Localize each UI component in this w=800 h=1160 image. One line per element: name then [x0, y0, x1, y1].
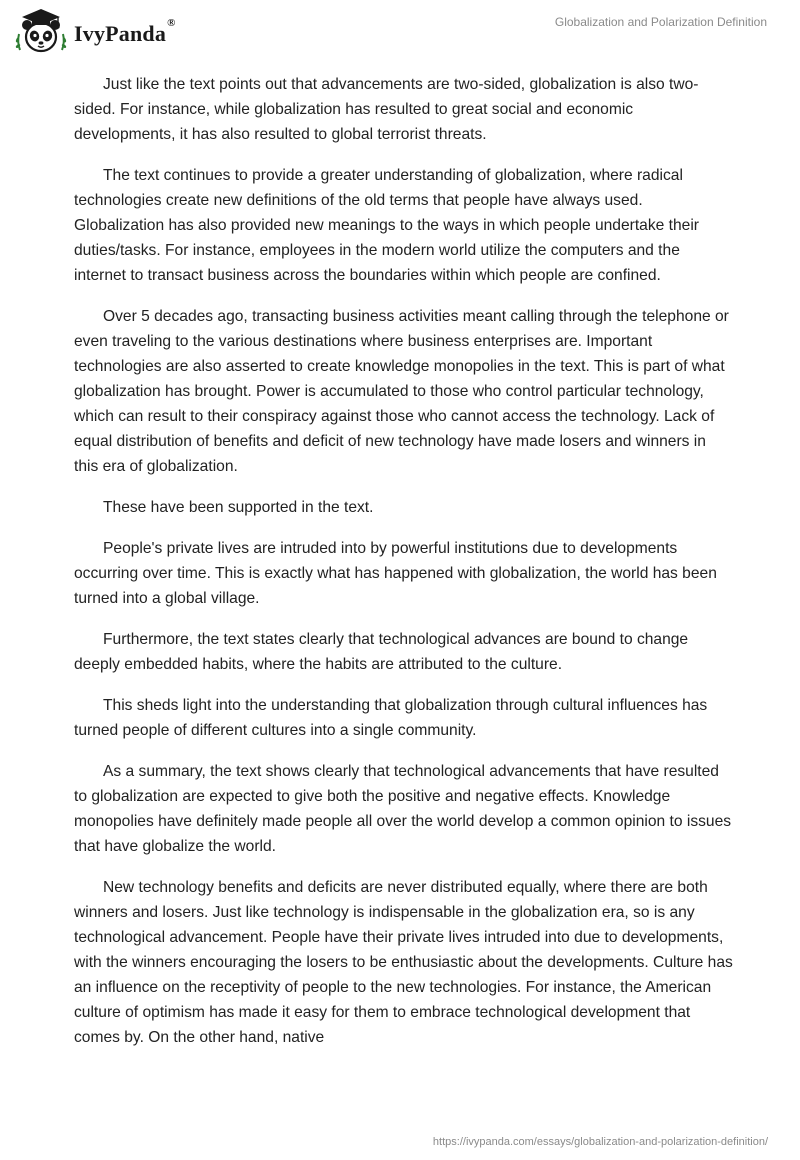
page-header: [0, 0, 800, 60]
essay-body: [74, 72, 734, 1066]
brand-name: IvyPanda®: [74, 17, 176, 46]
paragraph: This sheds light into the understanding that globalization through cultural influences has turned people of different cultures into a single community.: [74, 697, 708, 739]
document-title: Globalization and Polarization Definition: [554, 15, 767, 29]
paragraph: These have been supported in the text.: [103, 499, 374, 516]
paragraph: The text continues to provide a greater understanding of globalization, where radical technologies create new definitions of the old terms that people have always used. Globalization has also provided new meanings to the ways in which people undertake their duties/tasks. For instance, employees in the modern world utilize the computers and the internet to transact business across the boundaries within which people are confined.: [74, 167, 699, 284]
paragraph: Just like the text points out that advancements are two-sided, globalization is also two-sided. For instance, while globalization has resulted to great social and economic developments, it has also resulted to global terrorist threats.: [74, 76, 699, 143]
paragraph: Furthermore, the text states clearly that technological advances are bound to change deeply embedded habits, where the habits are attributed to the culture.: [74, 631, 689, 673]
paragraph: Over 5 decades ago, transacting business activities meant calling through the telephone or even traveling to the various destinations where business enterprises are. Important technologies are also asserted to create knowledge monopolies in the text. This is part of what globalization has brought. Power is accumulated to those who control particular technology, which can result to their conspiracy against those who cannot access the technology. Lack of equal distribution of benefits and deficit of new technology have made losers and winners in this era of globalization.: [74, 308, 729, 475]
panda-graduate-icon: [14, 6, 70, 56]
ivypanda-logo[interactable]: [14, 6, 176, 56]
paragraph: People's private lives are intruded into by powerful institutions due to developments occurring over time. This is exactly what has happened with globalization, the world has been turned into a global village.: [74, 540, 717, 607]
paragraph: New technology benefits and deficits are never distributed equally, where there are both winners and losers. Just like technology is indispensable in the globalization era, so is any technological advancement. People have their private lives intruded into due to developments, with the winners encouraging the losers to be enthusiastic about the developments. Culture has an influence on the receptivity of people to the new technologies. For instance, the American culture of optimism has made it easy for them to embrace technological development that comes by. On the other hand, native: [74, 879, 733, 1046]
source-url[interactable]: https://ivypanda.com/essays/globalization-and-polarization-definition/: [432, 1136, 768, 1148]
registered-mark: ®: [167, 17, 176, 29]
paragraph: As a summary, the text shows clearly that technological advancements that have resulted to globalization are expected to give both the positive and negative effects. Knowledge monopolies have definitely made people all over the world develop a common opinion to issues that have globalize the world.: [74, 763, 732, 855]
